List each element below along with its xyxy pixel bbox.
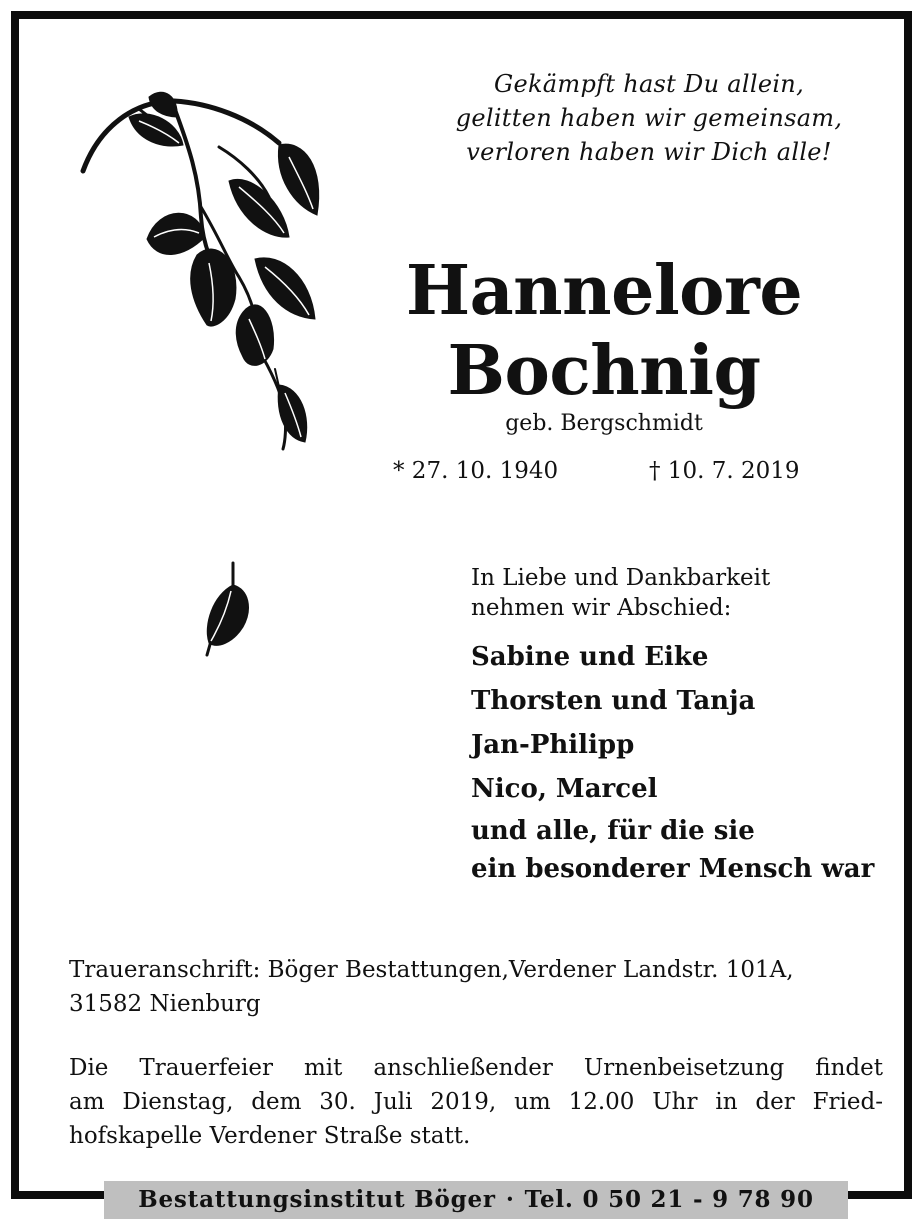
falling-leaf-icon xyxy=(199,559,259,659)
closing-line: ein besonderer Mensch war xyxy=(471,854,875,884)
address-line: Traueranschrift: Böger Bestattungen,Verdener Landstr. 101A, xyxy=(69,957,794,983)
quote-line: Gekämpft hast Du allein, xyxy=(493,70,804,98)
mourner-name: Sabine und Eike xyxy=(471,642,709,672)
mourner-name: Jan-Philipp xyxy=(471,730,635,760)
separator-dot: · xyxy=(505,1186,515,1213)
deceased-name xyxy=(404,251,804,411)
obituary-frame xyxy=(11,11,912,1213)
ceremony-line: hofskapelle Verdener Straße statt. xyxy=(69,1123,471,1149)
first-name: Hannelore xyxy=(405,251,803,331)
death-date: † 10. 7. 2019 xyxy=(649,458,800,484)
mourning-address xyxy=(69,953,794,1021)
birth-date: * 27. 10. 1940 xyxy=(393,458,559,484)
quote-line: verloren haben wir Dich alle! xyxy=(466,138,832,166)
mourner-name: Thorsten und Tanja xyxy=(471,686,756,716)
farewell-intro xyxy=(471,563,770,623)
intro-line: nehmen wir Abschied: xyxy=(471,595,732,621)
intro-line: In Liebe und Dankbarkeit xyxy=(471,565,771,591)
phone-number: Tel. 0 50 21 - 9 78 90 xyxy=(524,1186,814,1213)
last-name: Bochnig xyxy=(447,331,761,411)
closing-line: und alle, für die sie xyxy=(471,816,755,846)
ceremony-notice xyxy=(69,1051,883,1153)
mourner-name: Nico, Marcel xyxy=(471,774,658,804)
funeral-home-name: Bestattungsinstitut Böger xyxy=(138,1186,496,1213)
address-line: 31582 Nienburg xyxy=(69,991,261,1017)
ceremony-line: Die Trauerfeier mit anschließender Urnenbeisetzung findet xyxy=(69,1055,883,1081)
quote-line: gelitten haben wir gemeinsam, xyxy=(455,104,843,132)
mourners-list xyxy=(471,635,874,887)
funeral-home-footer xyxy=(104,1181,848,1219)
ceremony-line: am Dienstag, dem 30. Juli 2019, um 12.00 Uhr in der Fried- xyxy=(69,1089,883,1115)
birth-name: geb. Bergschmidt xyxy=(505,411,703,436)
leafy-branch-icon xyxy=(79,87,339,457)
memorial-quote xyxy=(429,67,869,169)
